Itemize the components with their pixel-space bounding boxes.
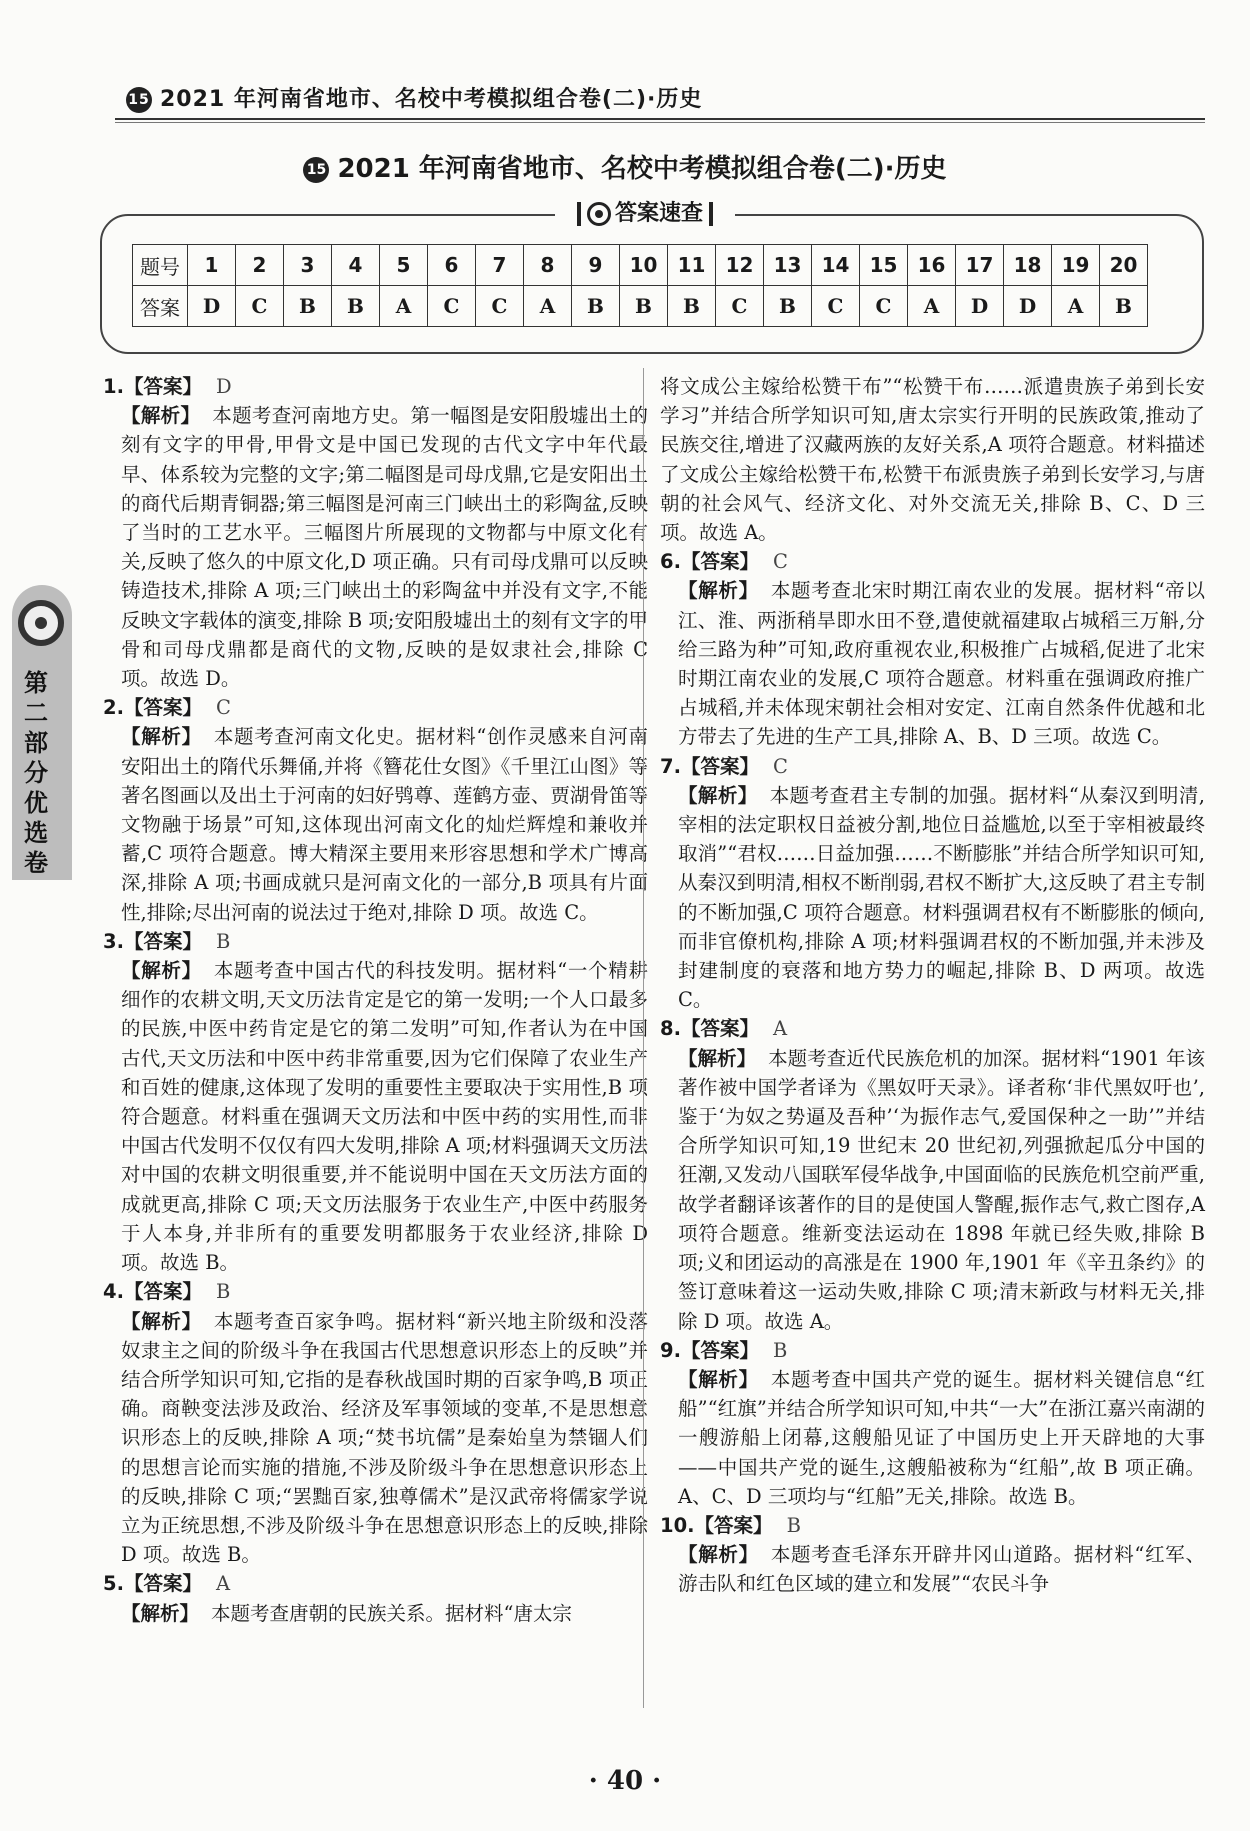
answer-cell: A [908, 286, 956, 327]
answer-label: 【答案】 [123, 696, 202, 720]
analysis-text: 本题考查中国古代的科技发明。据材料“一个精耕细作的农耕文明,天文历法肯定是它的第一发明;一个人口最多的民族,中医中药肯定是它的第二发明”可知,作者认为在中国古代,天文历法和中医中药非常重要,因为它们保障了农业生产和百姓的健康,这体现了发明的重要性主要取决于实用性,B 项符合题意。材料重在强调天文历法和中医中药的实用性,而非中国古代发明不仅仅有四大发明,排除 A 项;材料强调天文历法对中国的农耕文明很重要,并不能说明中国在天文历法方面的成就更高,排除 C 项;天文历法服务于农业生产,中医中药服务于人本身,并非所有的重要发明都服务于农业经济,排除 D 项。故选 B。 [121, 959, 648, 1275]
header-rule [115, 118, 1205, 120]
analysis-text: 本题考查君主专制的加强。据材料“从秦汉到明清,宰相的法定职权日益被分割,地位日益尴尬,以至于宰相被最终取消”“君权……日益加强……不断膨胀”并结合所学知识可知,从秦汉到明清,相权不断削弱,君权不断扩大,这反映了君主专制的不断加强,C 项符合题意。材料强调君权有不断膨胀的倾向,而非官僚机构,排除 A 项;材料强调君权的不断加强,并未涉及封建制度的衰落和地方势力的崛起,排除 B、D 两项。故选 C。 [678, 783, 1205, 1012]
answer-label: 【答案】 [123, 375, 202, 398]
question-number-cell: 18 [1004, 245, 1052, 286]
answer-label: 【答案】 [680, 754, 759, 778]
question-number-cell: 10 [620, 245, 668, 286]
answer-item [660, 752, 1205, 1015]
question-number-cell: 11 [668, 245, 716, 286]
paper-number-badge: 15 [126, 87, 152, 113]
question-number-row [133, 245, 1148, 286]
question-number-cell: 2 [236, 245, 284, 286]
answer-letter: C [216, 696, 231, 720]
analysis-label: 【解析】 [678, 1367, 759, 1391]
analysis-text: 本题考查唐朝的民族关系。据材料“唐太宗 [211, 1601, 572, 1625]
question-number-cell: 14 [812, 245, 860, 286]
answer-cell: B [332, 286, 380, 327]
column-divider [643, 368, 644, 1708]
title-number-badge: 15 [303, 157, 329, 183]
analysis-paragraph [103, 956, 648, 1277]
answer-table [132, 244, 1148, 327]
answer-label: 【答案】 [694, 1513, 773, 1537]
answer-cell: A [1052, 286, 1100, 327]
analysis-paragraph [660, 1540, 1205, 1598]
analysis-text: 本题考查百家争鸣。据材料“新兴地主阶级和没落奴隶主之间的阶级斗争在我国古代思想意识形态上的反映”并结合所学知识可知,它指的是春秋战国时期的百家争鸣,B 项正确。商鞅变法涉及政治、经济及军事领域的变革,不是思想意识形态上的反映,排除 A 项;“焚书坑儒”是秦始皇为禁锢人们的思想言论而实施的措施,不涉及阶级斗争在思想意识形态上的反映,排除 C 项;“罢黜百家,独尊儒术”是汉武帝将儒家学说立为正统思想,不涉及阶级斗争在思想意识形态上的反映,排除 D 项。故选 B。 [121, 1309, 648, 1567]
analysis-label: 【解析】 [121, 959, 202, 983]
answer-heading [103, 693, 648, 722]
analysis-paragraph [660, 1365, 1205, 1511]
main-title-text: 2021 年河南省地市、名校中考模拟组合卷(二)·历史 [337, 154, 947, 184]
question-number-cell: 4 [332, 245, 380, 286]
answer-item [103, 693, 648, 927]
analysis-text: 本题考查河南文化史。据材料“创作灵感来自河南安阳出土的隋代乐舞俑,并将《簪花仕女图》《千里江山图》等著名图画以及出土于河南的妇好鸮尊、莲鹤方壶、贾湖骨笛等文物融于场景”可知,这体现出河南文化的灿烂辉煌和兼收并蓄,C 项符合题意。博大精深主要用来形容思想和学术广博高深,排除 A 项;书画成就只是河南文化的一部分,B 项具有片面性,排除;尽出河南的说法过于绝对,排除 D 项。故选 C。 [121, 725, 648, 924]
question-number-cell: 7 [476, 245, 524, 286]
answer-label: 【答案】 [123, 1572, 202, 1596]
question-number: 6. [660, 550, 681, 574]
answer-row [133, 286, 1148, 327]
answer-cell: C [716, 286, 764, 327]
answer-cell: B [668, 286, 716, 327]
header-rule-thin [115, 122, 1205, 123]
left-column [103, 372, 648, 1628]
answer-letter: D [216, 375, 232, 398]
quick-check-text: 答案速查 [614, 201, 703, 226]
answer-cell: C [476, 286, 524, 327]
row-label-answer: 答案 [133, 286, 188, 327]
analysis-label: 【解析】 [121, 1309, 202, 1333]
row-label-number: 题号 [133, 245, 188, 286]
question-number-cell: 13 [764, 245, 812, 286]
answer-letter: C [773, 550, 788, 574]
question-number-cell: 8 [524, 245, 572, 286]
answer-cell: D [188, 286, 236, 327]
answer-heading [103, 1569, 648, 1598]
analysis-paragraph [660, 1044, 1205, 1336]
right-column [660, 372, 1205, 1599]
answer-cell: B [284, 286, 332, 327]
question-number-cell: 15 [860, 245, 908, 286]
answer-item [660, 1511, 1205, 1599]
answer-item [103, 1277, 648, 1569]
answer-letter: C [773, 754, 788, 778]
answer-heading [103, 1277, 648, 1306]
analysis-paragraph [103, 1599, 648, 1628]
answer-cell: C [428, 286, 476, 327]
answer-cell: D [1004, 286, 1052, 327]
analysis-label: 【解析】 [678, 783, 758, 807]
answer-letter: B [773, 1338, 788, 1362]
analysis-paragraph [103, 401, 648, 693]
answer-heading [103, 927, 648, 956]
answer-letter: B [216, 1280, 231, 1304]
question-number: 3. [103, 929, 124, 953]
question-number: 9. [660, 1338, 681, 1362]
answer-item [660, 547, 1205, 751]
label-bar-left [577, 202, 581, 226]
analysis-paragraph [660, 576, 1205, 751]
question-number-cell: 12 [716, 245, 764, 286]
target-icon [587, 202, 611, 226]
question-number-cell: 17 [956, 245, 1004, 286]
answer-label: 【答案】 [123, 929, 202, 953]
sidebar-text: 第二部分 优选卷 [24, 669, 48, 877]
question-number-cell: 6 [428, 245, 476, 286]
answer-cell: C [236, 286, 284, 327]
answer-cell: B [1100, 286, 1148, 327]
answer-letter: A [216, 1572, 231, 1596]
answer-label: 【答案】 [123, 1280, 202, 1304]
answer-heading [660, 547, 1205, 576]
answer-cell: D [956, 286, 1004, 327]
answer-cell: C [860, 286, 908, 327]
question-number: 4. [103, 1280, 124, 1304]
page-title [0, 148, 1250, 185]
question-number: 7. [660, 754, 681, 778]
answer-heading [660, 1014, 1205, 1043]
running-title: 2021 年河南省地市、名校中考模拟组合卷(二)·历史 [160, 87, 703, 112]
analysis-text: 本题考查近代民族危机的加深。据材料“1901 年该著作被中国学者译为《黑奴吁天录》。译者称‘非代黑奴吁也’,鉴于‘为奴之势逼及吾种’‘为振作志气,爱国保种之一助’”并结合所学知识可知,19 世纪末 20 世纪初,列强掀起瓜分中国的狂潮,又发动八国联军侵华战争,中国面临的民族危机空前严重,故学者翻译该著作的目的是使国人警醒,振作志气,救亡图存,A 项符合题意。维新变法运动在 1898 年就已经失败,排除 B 项;义和团运动的高涨是在 1900 年,1901 年《辛丑条约》的签订意味着这一运动失败,排除 C 项;清末新政与材料无关,排除 D 项。故选 A。 [678, 1046, 1205, 1333]
quick-check-label [555, 196, 735, 232]
question-number: 8. [660, 1017, 681, 1041]
analysis-paragraph [103, 722, 648, 926]
analysis-text: 本题考查北宋时期江南农业的发展。据材料“帝以江、淮、两浙稍旱即水田不登,遣使就福建取占城稻三万斛,分给三路为种”可知,政府重视农业,积极推广占城稻,促进了北宋时期江南农业的发展,C 项符合题意。材料重在强调政府推广占城稻,并未体现宋朝社会相对安定、江南自然条件优越和北方带去了先进的生产工具,排除 A、B、D 三项。故选 C。 [678, 579, 1205, 749]
question-number: 5. [103, 1572, 124, 1596]
page-number: · 40 · [588, 1766, 662, 1796]
analysis-label: 【解析】 [678, 1046, 757, 1070]
answer-item [660, 1014, 1205, 1335]
answer-item [103, 927, 648, 1277]
question-number-cell: 5 [380, 245, 428, 286]
label-bar-right [709, 202, 713, 226]
answer-letter: B [786, 1513, 801, 1537]
answer-letter: A [773, 1017, 788, 1041]
analysis-label: 【解析】 [121, 725, 202, 749]
answer-cell: B [764, 286, 812, 327]
answer-heading [660, 752, 1205, 781]
answer-label: 【答案】 [680, 1338, 759, 1362]
answer-item [103, 1569, 648, 1627]
answer-cell: A [524, 286, 572, 327]
analysis-paragraph [660, 781, 1205, 1015]
answer-letter: B [216, 929, 231, 953]
question-number: 2. [103, 696, 124, 720]
analysis-label: 【解析】 [121, 404, 201, 428]
question-number-cell: 1 [188, 245, 236, 286]
analysis-text: 本题考查毛泽东开辟井冈山道路。据材料“红军、游击队和红色区域的建立和发展”“农民斗争 [678, 1543, 1205, 1596]
analysis-label: 【解析】 [678, 1543, 759, 1567]
question-number-cell: 16 [908, 245, 956, 286]
analysis-paragraph [103, 1307, 648, 1570]
target-icon [18, 600, 64, 646]
analysis-label: 【解析】 [121, 1601, 200, 1625]
answer-cell: B [572, 286, 620, 327]
answer-heading [660, 1511, 1205, 1540]
answer-label: 【答案】 [680, 1017, 759, 1041]
analysis-text: 本题考查河南地方史。第一幅图是安阳殷墟出土的刻有文字的甲骨,甲骨文是中国已发现的古代文字中年代最早、体系较为完整的文字;第二幅图是司母戊鼎,它是安阳出土的商代后期青铜器;第三幅图是河南三门峡出土的彩陶盆,反映了当时的工艺水平。三幅图片所展现的文物都与中原文化有关,反映了悠久的中原文化,D 项正确。只有司母戊鼎可以反映铸造技术,排除 A 项;三门峡出土的彩陶盆中并没有文字,不能反映文字载体的演变,排除 B 项;安阳殷墟出土的刻有文字的甲骨和司母戊鼎都是商代的文物,反映的是奴隶社会,排除 C 项。故选 D。 [121, 404, 648, 691]
answer-item [660, 1336, 1205, 1511]
answer-cell: A [380, 286, 428, 327]
answer-item [660, 372, 1205, 547]
answer-heading [660, 1336, 1205, 1365]
question-number-cell: 3 [284, 245, 332, 286]
analysis-continuation: 将文成公主嫁给松赞干布”“松赞干布……派遣贵族子弟到长安学习”并结合所学知识可知,唐太宗实行开明的民族政策,推动了民族交往,增进了汉藏两族的友好关系,A 项符合题意。材料描述了文成公主嫁给松赞干布,松赞干布派贵族子弟到长安学习,与唐朝的社会风气、经济文化、对外交流无关,排除 B、C、D 三项。故选 A。 [660, 375, 1205, 545]
answer-cell: B [620, 286, 668, 327]
question-number-cell: 9 [572, 245, 620, 286]
question-number-cell: 19 [1052, 245, 1100, 286]
analysis-text: 本题考查中国共产党的诞生。据材料关键信息“红船”“红旗”并结合所学知识可知,中共“一大”在浙江嘉兴南湖的一艘游船上闭幕,这艘船见证了中国历史上开天辟地的大事——中国共产党的诞生,这艘船被称为“红船”,故 B 项正确。A、C、D 三项均与“红船”无关,排除。故选 B。 [678, 1367, 1205, 1508]
question-number: 1. [103, 375, 124, 398]
answer-item [103, 372, 648, 693]
answer-label: 【答案】 [680, 550, 759, 574]
question-number: 10. [660, 1513, 695, 1537]
answer-heading [103, 372, 648, 401]
running-header [126, 82, 702, 113]
analysis-label: 【解析】 [678, 579, 759, 603]
answer-cell: C [812, 286, 860, 327]
question-number-cell: 20 [1100, 245, 1148, 286]
